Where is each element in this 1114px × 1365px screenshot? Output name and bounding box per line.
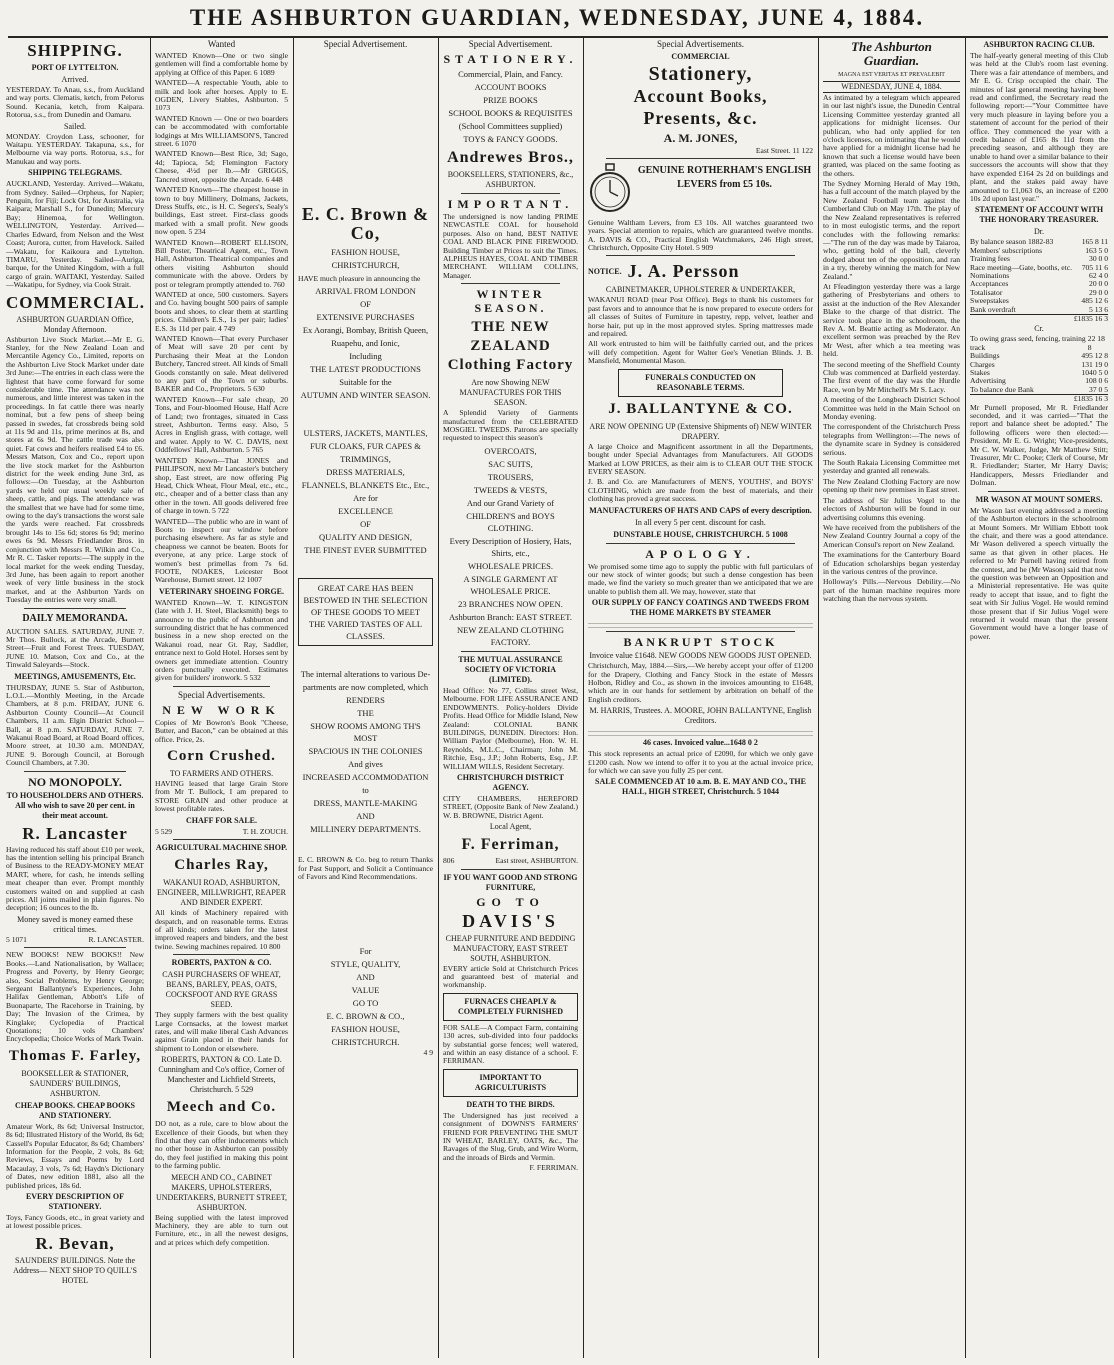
ad-signature: R. LANCASTER. (88, 934, 144, 944)
ad-subheading: CHAFF FOR SALE. (185, 815, 258, 825)
ad-line: ARRIVAL FROM LONDON (315, 286, 416, 297)
ad-line: Ashburton Branch: EAST STREET. (449, 611, 572, 622)
section-heading: Wanted (207, 39, 236, 49)
divider (606, 255, 795, 256)
ad-subheading: TO HOUSEHOLDERS AND OTHERS. All who wish to save 20 per cent. in their meat account. (6, 790, 144, 820)
subheading: PORT OF LYTTELTON. (31, 63, 119, 72)
ad-heading: Andrewes Bros., (447, 149, 574, 166)
paragraph: MONDAY. Croydon Lass, schooner, for Waitapu. YESTERDAY. Takapuna, s.s., for Melbourne via way ports. Rotorua, s.s., for Manukau and way ports. (6, 131, 144, 166)
paragraph: A large Choice and Magnificent assortment in all the Departments, bought under Special Advantages from Manufacturers. All GOODS Marked at LOW PRICES, as their aim is to CLEAR OUT THE STOCK EVERY SEASON. (588, 441, 813, 476)
ledger-row (970, 335, 1108, 352)
ad-reference: 4 9 (423, 1047, 433, 1057)
ad-subheading: FASHION HOUSE, (331, 247, 400, 257)
subheading: STATEMENT OF ACCOUNT WITH THE HONORARY TREASURER. (974, 205, 1104, 225)
ledger-amount: 485 12 6 (1081, 296, 1108, 306)
column-wanted (151, 38, 292, 1358)
paragraph: Being supplied with the latest improved Machinery, they are able to turn out Furniture, etc., in all the newest designs, and at prices which defy competition. (155, 1212, 288, 1247)
paragraph: As intimated by a telegram which appeared in our last night's issue, the Dunedin Central Licensing Committee yesterday granted all applications for midnight licenses. Our publican, who had only applied for ten o'clock licenses, on intimating that he would have applied for a midnight license had he known that such a license would have been granted, was placed on the same footing as the others. (823, 93, 960, 178)
paragraph: The address of Sir Julius Vogel to the electors of Ashburton will be found in our advertising columns this evening. (823, 495, 960, 522)
paragraph: The undersigned is now landing PRIME NEWCASTLE COAL for household purposes. Also on hand, BEST NATIVE COAL AND BLACK PINE FIREWOOD. Building Timber at Prices to suit the Times. ALPHEUS HAYES, COAL AND TIMBER MERCHANT. WILLIAM COLLINS, Manager. (443, 212, 578, 280)
ad-subheading: CHEAP BOOKS. CHEAP BOOKS AND STATIONERY. (14, 1100, 136, 1120)
ledger-amount: 62 4 0 (1089, 270, 1108, 280)
paragraph: DO not, as a rule, care to blow about the Excellence of their Goods, but when they find that they can offer inducements which no other house in Ashburton can possibly do, they feel justified in making this point to the farming public. (155, 1119, 288, 1171)
divider (461, 651, 560, 652)
ad-line: TOYS & FANCY GOODS. (463, 134, 558, 144)
ad-line: For (359, 945, 372, 956)
ad-line: SAC SUITS, (488, 458, 533, 469)
ledger-item: Advertising (970, 376, 1006, 386)
ad-subheading: SAUNDERS' BUILDINGS. Note the Address— NEXT SHOP TO QUILL'S HOTEL (13, 1255, 137, 1285)
paragraph: FOR SALE—A Compact Farm, containing 130 acres, sub-divided into four paddocks by substantial gorse fences; well watered, and within an easy distance of a school. F. FERRIMAN. (443, 1022, 578, 1066)
paragraph: E. C. BROWN & Co. beg to return Thanks for Past Support, and Solicit a Continuance of Favors and Kind Recommendations. (298, 855, 433, 882)
ledger-item: To balance due Bank (970, 384, 1034, 394)
ad-line: FUR CLOAKS, FUR CAPES & (310, 441, 421, 452)
divider (606, 543, 795, 544)
paper-title: The Ashburton Guardian. (851, 39, 932, 68)
ad-line: E. C. BROWN & CO., (326, 1010, 405, 1021)
pocket-watch-icon (588, 162, 632, 218)
ad-subheading: BOOKSELLER & STATIONER, SAUNDERS' BUILDINGS, ASHBURTON. (21, 1068, 129, 1098)
section-heading: SHIPPING. (27, 41, 123, 60)
ad-heading: Presents, &c. (643, 108, 758, 128)
ad-subheading: AGRICULTURAL MACHINE SHOP. (155, 843, 288, 853)
subheading: MEETINGS, AMUSEMENTS, Etc. (14, 671, 136, 681)
subheading: Sailed. (64, 121, 86, 131)
wanted-ad: WANTED Known — One or two boarders can be accommodated with comfortable lodgings at Mrs WILLIAMSON'S, Tancred street. 6 1070 (155, 113, 288, 149)
ad-line: Suitable for the (339, 377, 392, 388)
ad-line: TWEEDS & VESTS, (473, 484, 548, 495)
ad-line: OF (360, 299, 371, 310)
ad-subheading: CHEAP FURNITURE AND BEDDING MANUFACTORY, EAST STREET SOUTH, ASHBURTON. (445, 933, 576, 963)
paragraph: This stock represents an actual price of £2090, for which we only gave £1200 cash. Now we intend to offer it to you at the actual invoice price, for which we can save you fully 25 per cent. (588, 749, 813, 775)
column-racing-club (966, 38, 1112, 1358)
ledger-item: Race meeting—Gate, booths, etc. (970, 262, 1073, 272)
ad-heading: GENUINE ROTHERHAM'S ENGLISH LEVERS from £5 10s. (637, 165, 812, 191)
ledger-item: Stakes (970, 368, 990, 377)
issue-date: WEDNESDAY, JUNE 4, 1884. (823, 81, 960, 93)
ad-line: SPACIOUS IN THE COLONIES (308, 746, 423, 757)
paragraph: CITY CHAMBERS, HEREFORD STREET, (Opposite Bank of New Zealand.) W. B. BROWNE, District Agent. (443, 793, 578, 820)
ad-line: 23 BRANCHES NOW OPEN. (458, 598, 563, 609)
ledger-row (970, 386, 1108, 394)
ad-subheading: CHRISTCHURCH, (331, 260, 400, 270)
paragraph: The New Zealand Clothing Factory are now opening up their new premises in East street. (823, 476, 960, 495)
paragraph: HAVING leased that large Grain Store from Mr T. Bullock, I am prepared to STORE GRAIN and other produce at lowest profitable rates. (155, 779, 288, 814)
paragraph: WAKANUI ROAD (near Post Office). Begs to thank his customers for past favors and to announce that he is now prepared to execute orders for all classes of Suites of Furniture in tapestry, repp, velvet, leather and horse hair, put up in the most approved styles. Spring mattresses made and repaired. (588, 295, 813, 339)
dateline: ASHBURTON GUARDIAN Office, Monday Afternoon. (16, 314, 134, 334)
ad-line: DRESS, MANTLE-MAKING (313, 798, 418, 809)
ad-heading: WINTER SEASON. (474, 287, 547, 316)
spacer (298, 557, 433, 577)
ad-heading: Stationery, (648, 63, 753, 85)
ad-line: NEW ZEALAND CLOTHING FACTORY. (456, 624, 565, 647)
ledger-amount: 165 8 11 (1081, 237, 1108, 247)
ad-line: ACCOUNT BOOKS (474, 82, 547, 92)
ad-heading: NO MONOPOLY. (28, 774, 122, 789)
ledger-amount: 5 13 6 (1089, 304, 1108, 314)
ad-line: CHILDREN'S and BOYS CLOTHING. (466, 510, 555, 533)
ad-subheading: BOOKSELLERS, STATIONERS, &c., ASHBURTON. (447, 170, 574, 189)
ledger-item: Bank overdraft (970, 304, 1016, 314)
section-heading: Special Advertisements. (178, 689, 265, 700)
ad-line: Are for (353, 493, 378, 504)
ledger-amount: 1040 5 0 (1081, 368, 1108, 377)
paragraph (588, 728, 813, 736)
paragraph: Copies of Mr Bowron's Book "Cheese, Butter, and Bacon," can be obtained at this office. Price, 2s. (155, 717, 288, 744)
paragraph: A meeting of the Longbeach District School Committee was held in the Main School on Monday evening. (823, 395, 960, 422)
ledger-item: Training fees (970, 254, 1011, 264)
ad-line: FLANNELS, BLANKETS Etc., Etc., (301, 480, 430, 491)
paragraph: AUCKLAND, Yesterday. Arrived—Wakatu, from Sydney. Sailed—Orpheus, for Napier; Penguin, for Fiji; Lock Ost, for Australia, via Kaipara; Marshall S., for Dunedin; Mercury Bay; Hinemoa, for Wellington. WELLINGTON, Yesterday. Arrived—Charles Edward, from Nelson and the West Coast; Aurora, cutter, from Havelock. Sailed—Wakatu, for Kaikoura and Lyttelton. TIMARU, Yesterday. Sailed—Auriga, barque, for the United Kingdom, with a full cargo of grain. WAITAKI, Yesterday. Sailed—Wakatipu, for Sydney, via Cook Strait. (6, 179, 144, 290)
ledger-item: Members' subscriptions (970, 245, 1043, 255)
ad-subheading: OUR SUPPLY OF FANCY COATINGS AND TWEEDS FROM THE HOME MARKETS BY STEAMER (591, 598, 810, 618)
paragraph: We promised some time ago to supply the public with full particulars of our new stock of winter goods; but such a dense congestion has been made, we find the variety so much greater than we anticipated that we are unable to publish them all. We may, however, state that (588, 561, 813, 596)
ledger-item: Nominations (970, 270, 1010, 280)
ledger-amount: 37 0 5 (1089, 384, 1108, 394)
ad-subheading: EVERY DESCRIPTION OF STATIONERY. (25, 1192, 125, 1211)
ad-subheading: TO FARMERS AND OTHERS. (169, 769, 274, 779)
wanted-ad: WANTED Known—ROBERT ELLISON, Bill Poster, Theatrical Agent, etc., Town Hall, Ashburton. Theatrical companies and others visiting Ashburton should communicate with the above. Orders by post or telegram promptly attended to. 760 (155, 237, 288, 289)
ad-line: And our Grand Variety of (466, 497, 555, 508)
ad-heading: APOLOGY. (645, 546, 756, 561)
ledger-amount: 705 11 6 (1081, 262, 1108, 272)
ad-subheading: NOTICE. (588, 266, 622, 276)
paragraph: Amateur Work, 8s 6d; Universal Instructor, 8s 6d; Illustrated History of the World, 8s 6d; Cassell's Popular Educator, 8s 6d; Chambers' Information for the People, 2 vols, 8s 6d; Reviews, Essays and Poems by Lord Macaulay, 3 vols, 7s 6d; Haydn's Dictionary of Dates, new edition 1881, also all the published prices, 18s 6d. (6, 1121, 144, 1190)
ledger-item: Charges (970, 359, 995, 369)
wanted-ad: WANTED Known—That every Purchaser of Meat will save 20 per cent by Purchasing their Meat at the London Butchery, Tancred street. All kinds of Small Goods constantly on sale. Meat delivered to any part of the Town or suburbs. BAKER and Co., Proprietors. 5 630 (155, 334, 288, 394)
ad-line: AND (356, 971, 375, 982)
ad-signature: East street, ASHBURTON. (495, 856, 578, 866)
masthead: THE ASHBURTON GUARDIAN, WEDNESDAY, JUNE 4, 1884. (189, 5, 925, 30)
ad-box: GREAT CARE HAS BEEN BESTOWED IN THE SELECTION OF THESE GOODS TO MEET THE VARIED TASTES OF ALL CLASSES. (298, 578, 433, 646)
ad-subheading: IF YOU WANT GOOD AND STRONG FURNITURE, (443, 872, 578, 892)
ad-signature: MEECH AND CO., CABINET MAKERS, UPHOLSTERERS, UNDERTAKERS, BURNETT STREET, ASHBURTON. (155, 1172, 288, 1212)
ledger-row (970, 306, 1108, 314)
wanted-ad: WANTED Known—The cheapest house in town to buy Millinery, Dolmans, Jackets, Dress Stuffs, etc., is H. C. Segers's, Sealy's buildings, East street. First-class goods marked with a small profit. New goods now open. 5 234 (155, 185, 288, 237)
paragraph: WANTED Known—W. T. KINGSTON (late with J. H. Steel, Blacksmith) begs to announce to the public of Ashburton and surrounding district that he has commenced business in a new shop erected on the Wakanui road, near Gt. Ray, Saddler, entrance next to Gold Hotel. Horses sent by owners get immediate attention. Country orders punctually executed. Estimates given for builders' ironwork. 5 532 (155, 597, 288, 683)
ad-line: 46 cases. Invoiced value...1648 0 2 (643, 738, 758, 748)
paragraph: Having reduced his staff about £10 per week, has the intention selling his principal Branch of Business to the READY-MONEY MEAT MART, where, for cash, he intends selling meat cheaper than ever. Prompt monthly customers waited on and supplied at cash prices. All joints mailed in plain figures. No deception; 16 ounces to the lb. (6, 844, 144, 913)
wanted-ad: WANTED Known—That JONES and PHILIPSON, next Mr Lancaster's butchery shop, East street, are now offering Pig Head, Chick Wheat, Flour Meal, etc., etc., etc., cheaper and of a better class than any other in the town. All goods delivered free of charge in town. 5 722 (155, 455, 288, 516)
ad-line: GO TO (352, 997, 379, 1008)
ad-line: Ruapehu, and Ionic, (331, 338, 400, 349)
ad-subheading: DUNSTABLE HOUSE, CHRISTCHURCH. 5 1008 (613, 529, 788, 539)
wanted-ad: WANTED Known—Best Rice, 3d; Sago, 4d; Tapioca, 5d; Flemington Factory Cheese, 4½d per lb.—Mr GRIGGS, Tancred street, opposite the Arcade. 6 448 (155, 149, 288, 184)
paragraph: AUCTION SALES. SATURDAY, JUNE 7. Mr Thos. Bullock, at the Arcade, Burnett Street—Fruit and Forest Trees. TUESDAY, JUNE 10. Matson, Cox and Co., at the Tinwald Saleyards—Stock. (6, 626, 144, 670)
paragraph: Toys, Fancy Goods, etc., in great variety and at lowest possible prices. (6, 1213, 144, 1231)
paragraph: Ashburton Live Stock Market.—Mr E. G. Stanley, for the New Zealand Loan and Mercantile Agency Co., Limited, reports on the Ashburton Live Stock Market under date 3rd June:—The entries in each class were the lightest that have come forward for some considerable time. The attendance was not numerous, and little interest was taken in the proceedings. In fat cattle there was nearly nominal, but a few pens of sheep being passed in swedes, fat crossbreds being sold at 11s 9d and 11s, prime merinos at 8s, and stores at 6s 9d. The cattle trade was also quiet. Fat cows and heifers realised £4 to £6. Messrs Matson, Cox and Co., report upon the live stock market for the Ashburton district for the week ending June 3rd, as follows:—On Tuesday, at the Ashburton yards we held our usual weekly sale of sheep, cattle, and pigs. The attendance was the smallest that we have had for some time, owing to the day's transactions the worst sale the yards were reached. Fat crossbreds brought 14s to 15s 6d; stores 6s 9d; merino ewes 6s 9d. Messrs Friedlander Bros. in conjunction with Messrs R. Wilkin and Co., Mr R. C. Tasker reports:—The supply in the local market for the week ending Tuesday, 3rd June, has been again to report another week of very little business in the stock market, and at the Ashburton Yards on Tuesday the entries were very small. (6, 334, 144, 605)
paragraph: J. B. and Co. are Manufacturers of MEN'S, YOUTHS', and BOYS' CLOTHING, which are made from the best of materials, and their clothing has proved a great success. (588, 477, 813, 504)
ledger-item: Acceptances (970, 279, 1009, 289)
paragraph: Holloway's Pills.—Nervous Debility.—No part of the human machine requires more watching than the nervous system. (823, 577, 960, 604)
divider (173, 839, 270, 840)
ad-line: QUALITY AND DESIGN, (319, 532, 412, 543)
paragraph: Christchurch, May, 1884.—Sirs,—We hereby accept your offer of £1200 for the Drapery, Clothing and Fancy Stock in the estate of Messrs Holbon, Ridley and Co., as shown in the invoices amounting to £1648, which are in our hands for settlement by arbitration on behalf of the English creditors. (588, 661, 813, 704)
paper-motto: MAGNA EST VERITAS ET PREVALEBIT (838, 72, 945, 78)
ad-heading: Corn Crushed. (167, 748, 276, 765)
ad-line: TRIMMINGS, (340, 454, 391, 465)
ad-heading: E. C. Brown & Co, (301, 204, 430, 243)
divider (24, 771, 126, 772)
ad-heading: STATIONERY. (443, 52, 578, 66)
ad-line: OF (360, 519, 371, 530)
ad-line: partments are now completed, which (302, 682, 429, 693)
ledger-heading: Dr. (1034, 227, 1044, 237)
ad-line: THE LATEST PRODUCTIONS (310, 364, 421, 375)
section-heading: COMMERCIAL. (6, 292, 145, 312)
wanted-ad: WANTED Known—For sale cheap, 20 Tons, and Four-bloomed House, Half Acre of Land; two frontages, situated in Cass street, Ashburton. Terms easy. Also, 5 Acres in English grass, with cottage, well and water. Apply to W. C. DAVIS, next Oddfellows' Hall, Ashburton. 5 765 (155, 394, 288, 455)
ad-line: VALUE (351, 984, 380, 995)
ad-heading: J. A. Persson (627, 261, 740, 282)
paragraph: All work entrusted to him will be faithfully carried out, and the prices will defy competition. Agent for Walter Gee's Venetian Blinds. J. B. Mansfield, Monumental Mason. (588, 339, 813, 366)
paragraph (588, 620, 813, 628)
column-special-ads (584, 38, 817, 1358)
paragraph: Mr Wason last evening addressed a meeting of the Ashburton electors in the schoolroom at Mount Somers. Mr William Ebbott took the chair, and there was a good attendance. Mr Wason delivered a speech virtually the same as that given in other places. He referred to Mr Purnell having retired from the contest, and he (Mr Wason) said that now the question was between an Opposition and a Ministerial representative. He was quite ready to accept that issue, and to fight the seat with Sir Julius Vogel. He would remind those present that if Sir Julius Vogel were returned it would mean that the present Government would have a longer lease of power. (970, 505, 1108, 641)
ad-line: DRESS MATERIALS, (326, 467, 405, 478)
ledger-item: By balance season 1882-83 (970, 237, 1054, 247)
ad-line: (School Committees supplied) (458, 121, 563, 131)
ad-subheading: COMMERCIAL (671, 52, 730, 61)
ad-line: to (362, 785, 369, 796)
ledger-amount: 22 18 8 (1087, 334, 1105, 352)
ad-heading: J. BALLANTYNE & CO. (608, 400, 793, 417)
ad-line: SHOW ROOMS AMONG TH'S MOST (310, 721, 421, 744)
ledger-amount: 163 5 0 (1085, 245, 1108, 255)
ledger-amount: 108 0 6 (1085, 376, 1108, 386)
ad-line: And gives (348, 759, 383, 770)
ad-line: Commercial, Plain, and Fancy. (458, 69, 563, 79)
ledger-amount: 29 0 0 (1089, 287, 1108, 297)
ad-heading: THE NEW ZEALAND Clothing Factory (447, 319, 574, 374)
spacer (298, 52, 433, 202)
paragraph: The examinations for the Canterbury Board of Education scholarships began yesterday in the various centres of the province. (823, 550, 960, 576)
ad-subheading: CABINETMAKER, UPHOLSTERER & UNDERTAKER, (605, 285, 796, 295)
ad-line: RENDERS (346, 695, 385, 706)
ad-signature: T. H. ZOUCH. (242, 826, 288, 836)
paragraph: At Ffeadington yesterday there was a large gathering of Presbyterians and others to assist at the induction of the Rev Alexander Blake to the charge of that district. The service took place in the schoolroom, the Rev A. M. Beattie acting as Moderator. An excellent sermon was preached by the Rev Mr West, after which a tea meeting was held. (823, 281, 960, 359)
ledger-item: Totalisator (970, 287, 1003, 297)
ad-heading: DAVIS'S (462, 910, 559, 931)
divider (173, 954, 270, 955)
paragraph: The Sydney Morning Herald of May 19th, has a full account of the match played by the New Zealand Football team against the Cumberland Club on May 17th. The play of the New Zealand representatives is referred to in most eulogistic terms, and the report concludes with the following remarks:—"The run of the day was made by Taiaroa, who, getting hold of the ball, cleverly dodged about ten of the opposition, and ran in a try, thereby winning the match for New Zealand." (823, 179, 960, 281)
paragraph: The South Rakaia Licensing Committee met yesterday and granted all renewals. (823, 458, 960, 476)
wanted-ad: WANTED Known—One or two single gentlemen will find a comfortable home by applying at Office of this Paper. 6 1089 (155, 51, 288, 77)
paragraph: HAVE much pleasure in announcing the (298, 274, 421, 283)
ad-line: THE FINEST EVER SUBMITTED (304, 545, 427, 556)
column-clothing-ads (439, 38, 582, 1358)
paragraph: The Undersigned has just received a consignment of DOWNS'S FARMERS' FRIEND FOR PREVENTING THE SMUT IN WHEAT, BARLEY, OATS, &c., The Ravages of the Slug, Grub, and Wire Worm, and the inroads of Birds and Vermin. (443, 1110, 578, 1162)
paragraph: They supply farmers with the best quality Large Cornsacks, at the lowest market rates, and will make liberal Cash Advances against Grain placed in their hands for shipment to London or elsewhere. (155, 1010, 288, 1053)
section-heading: Special Advertisements. (657, 39, 744, 49)
ad-footer (6, 936, 144, 944)
ad-heading: BANKRUPT STOCK (623, 635, 778, 650)
paragraph: A Splendid Variety of Garments manufactured from the CELEBRATED MOSGIEL TWEEDS. Patrons are specially requested to inspect this season's (443, 408, 578, 443)
ledger-heading: Cr. (1034, 324, 1044, 334)
ad-box: FURNACES CHEAPLY & COMPLETELY FURNISHED (443, 993, 578, 1021)
ledger-amount: 495 12 8 (1081, 351, 1108, 361)
ad-heading: F. Ferriman, (461, 836, 560, 854)
ad-line: MILLINERY DEPARTMENTS. (310, 824, 421, 835)
ad-subheading: Are now Showing NEW MANUFACTURES FOR THIS SEASON. (459, 378, 562, 408)
watch-ad (588, 162, 813, 218)
section-heading: Special Advertisement. (468, 39, 553, 49)
column-editorial (819, 38, 964, 1358)
section-heading: DAILY MEMORANDA. (22, 612, 128, 624)
column-ec-brown-ad (294, 38, 437, 1358)
ad-line: FASHION HOUSE, (331, 1023, 400, 1034)
ad-line: Local Agent, (489, 822, 532, 832)
ad-line: Every Description of Hosiery, Hats, Shirts, etc., (449, 535, 572, 558)
wanted-ad: WANTED at once, 500 customers. Sayers and Co. having bought 500 pairs of sample boots and shoes, to clear them at startling prices. Children's E.S., 1s per pair; ladies' E.S. 3s 11d per pair. 4 749 (155, 289, 288, 333)
ad-signature: SALE COMMENCED AT 10 a.m. B. E. MAY AND CO., THE HALL, HIGH STREET, Christchurch. 5 1044 (595, 777, 806, 797)
divider (988, 491, 1090, 492)
ad-line: TROUSERS, (487, 471, 534, 482)
ad-line: EXTENSIVE PURCHASES (316, 312, 415, 323)
divider (461, 283, 560, 284)
paragraph: The half-yearly general meeting of this Club was held at the Club's room last evening. There was a fair attendance of members, and Mr E. G. Crisp occupied the chair. The minutes of last general meeting having been read and confirmed, the Secretary read the following report:—"Your Committee have very much pleasure in laying before you a statement of account for the period of their office. They commenced the year with a credit balance of £165 8s 11d from the preceding season, and although they are unable to hand over a similar balance to their successors the accounts will show that they have expended £164 2s 2d on buildings and plant, and the stakes paid away have amounted to £1,063 0s, an increase of £200 10s 2d upon last year." (970, 51, 1108, 203)
ad-line: A SINGLE GARMENT AT WHOLESALE PRICE. (463, 573, 558, 596)
ledger-item: To owing grass seed, fencing, training track (970, 334, 1086, 352)
ad-box: FUNERALS CONDUCTED ON REASONABLE TERMS. (618, 369, 783, 397)
divider (173, 686, 270, 687)
ad-footer (443, 857, 578, 865)
ad-line: Including (349, 351, 382, 362)
ad-line: In all every 5 per cent. discount for cash. (635, 517, 766, 527)
ad-line: Ex Aorangi, Bombay, British Queen, (302, 325, 429, 336)
paragraph: All kinds of Machinery repaired with despatch, and on reasonable terms. Extras of all kinds; orders taken for the latest improved reapers and binders, and the best twine. Sewing machines repaired. 10 800 (155, 908, 288, 951)
ad-line: INCREASED ACCOMMODATION (302, 772, 429, 783)
spacer (298, 647, 433, 667)
spacer (298, 836, 433, 856)
spacer (298, 402, 433, 426)
ad-heading: THE MUTUAL ASSURANCE SOCIETY OF VICTORIA (LIMITED). (458, 654, 563, 684)
ad-heading: Thomas F. Farley, (8, 1047, 142, 1064)
paragraph: EVERY article Sold at Christchurch Prices and guaranteed best of material and workmanship. (443, 963, 578, 990)
subheading: SHIPPING TELEGRAMS. (28, 168, 122, 178)
ledger-item: Buildings (970, 351, 1000, 361)
paragraph: THURSDAY, JUNE 5. Star of Ashburton, L.O.L.—Monthly Meeting, in the Arcade Chambers, at 8 p.m. FRIDAY, JUNE 6. Ashburton County Council—At Council Chambers, 11 a.m. Elgin District School—Ball, at 8 p.m. SATURDAY, JUNE 7. Wakanui Road Board, at Road Board offices, Moore street, at 10.30 a.m. MONDAY, JUNE 9. Borough Council, at Borough Council Chambers, at 7.30. (6, 682, 144, 768)
ad-subheading: ARE NOW OPENING UP (Extensive Shipments of) NEW WINTER DRAPERY. (589, 421, 812, 441)
ad-line: AUTUMN AND WINTER SEASON. (300, 390, 431, 401)
ad-line: OVERCOATS, (484, 445, 537, 456)
ad-line: ULSTERS, JACKETS, MANTLES, (303, 428, 428, 439)
ad-line: The internal alterations to various De- (300, 669, 431, 680)
paragraph: Genuine Waltham Levers, from £3 10s. All watches guaranteed two years. Special attention to repairs, which are guaranteed twelve months. A. DAVIS & CO., Practical English Watchmakers, 246 High street, Christchurch, Opposite City Hotel. 5 909 (588, 217, 813, 253)
ad-heading: Charles Ray, (174, 857, 269, 874)
ad-line: SCHOOL BOOKS & REQUISITES (448, 108, 573, 118)
subheading: Arrived. (61, 75, 89, 84)
ledger-item: Sweepstakes (970, 296, 1009, 306)
ad-subheading: MANUFACTURERS OF HATS AND CAPS of every description. (589, 505, 812, 515)
paragraph: The correspondent of the Christchurch Press telegraphs from Wellington:—The news of the dynamite scare in Sydney is considered serious. (823, 422, 960, 457)
ad-line: EXCELLENCE (338, 506, 393, 517)
ad-subheading: A. M. JONES, (663, 131, 738, 145)
ad-line: CHRISTCHURCH. (331, 1036, 400, 1047)
ad-subheading: DEATH TO THE BIRDS. (466, 1099, 555, 1109)
ad-line: PRIZE BOOKS (483, 95, 538, 105)
ad-signature: F. FERRIMAN. (529, 1163, 578, 1173)
ad-signature: ROBERTS, PAXTON & CO. Late D. Cunningham and Co's office, Corner of Manchester and Lichfield Streets, Christchurch. 5 529 (158, 1055, 285, 1095)
paragraph: Head Office: No 77, Collins street West, Melbourne. FOR LIFE ASSURANCE AND ENDOWMENTS. Policy-holders Divide Profits. Head Office for Middle Island, New Zealand: COLONIAL BANK BUILDINGS, DUNEDIN. Directors: Hon. William Paylor (Melbourne), Hon. W. H. Reynolds, M.L.C., Chairman; John M. Ritchie, Esq., J.P.; John Roberts, Esq., J.P. WILLIAM WILLS, Resident Secretary. (443, 685, 578, 771)
ad-line: STYLE, QUALITY, (330, 958, 401, 969)
ad-box: IMPORTANT TO AGRICULTURISTS (443, 1069, 578, 1097)
ad-signature: M. HARRIS, Trustees. A. MOORE, JOHN BALLANTYNE, English Creditors. (589, 706, 812, 726)
divider (461, 193, 560, 194)
ad-line: THE (357, 708, 374, 719)
ad-heading: IMPORTANT. (447, 197, 574, 211)
section-heading: ASHBURTON RACING CLUB. (983, 40, 1095, 49)
ledger-amount: 30 0 0 (1089, 254, 1108, 264)
divider (24, 947, 126, 948)
ledger-total: £1835 16 3 (970, 314, 1108, 323)
ledger-total: £1835 16 3 (970, 394, 1108, 403)
ad-note: Money saved is money earned these critical times. (17, 914, 133, 934)
ad-line: AND (356, 811, 375, 822)
divider (606, 158, 795, 159)
ad-heading: GO TO (476, 894, 545, 909)
ad-reference: 5 529 (155, 826, 173, 836)
ledger-amount: 20 0 0 (1089, 279, 1108, 289)
divider (461, 869, 560, 870)
column-shipping-commercial (2, 38, 148, 1358)
ad-footer (155, 828, 288, 836)
ad-subheading: Invoice value £1648. NEW GOODS NEW GOODS JUST OPENED. (589, 651, 812, 661)
wanted-ad: WANTED—The public who are in want of Boots to inspect our window before purchasing elsewhere. As far as style and cheapness we cannot be beaten. Boots for everyone, at any price. Large stock of women's best primellas from 7s 6d. FOOTE, NOAKES, Leicester Boot Warehouse, Burnett street. 12 1007 (155, 516, 288, 585)
subheading: VETERINARY SHOEING FORGE. (159, 586, 284, 596)
ad-reference: 5 1071 (6, 934, 27, 944)
paragraph: The second meeting of the Sheffield County Club was commenced at Darfield yesterday. The first event of the day was the Hurdle Race, won by Mr Mitchell's Mr S. Lacy. (823, 359, 960, 394)
ad-heading: ROBERTS, PAXTON & CO. (171, 958, 272, 968)
ad-subheading: CASH PURCHASERS OF WHEAT, BEANS, BARLEY, PEAS, OATS, COCKSFOOT AND RYE GRASS SEED. (162, 970, 281, 1010)
wanted-ad: WANTED—A respectable Youth, able to milk and look after horses. Apply to E. OGDEN, Livery Stables, Ashburton. 5 1073 (155, 78, 288, 113)
ad-subheading: WAKANUI ROAD, ASHBURTON, ENGINEER, MILLWRIGHT, REAPER AND BINDER EXPERT. (156, 878, 287, 908)
ad-heading: Meech and Co. (166, 1099, 277, 1116)
paragraph: NEW BOOKS! NEW BOOKS!! New Books.—Land Nationalisation, by Wallace; Progress and Poverty, by Henry George; also, Social Problems, by Henry George; Sergeant Ballantyne's Experiences, John Halifax Gentleman, Abbott's Life of Buonaparte, The Racehorse in Training, by Day; The Invasion of the Crimea, by Kinglake; Cyclopedia of Practical Quotations; 10 vols Chambers' Encyclopedia; Choice Works of Mark Twain. (6, 950, 144, 1044)
section-heading: Special Advertisement. (323, 39, 408, 49)
ad-reference: 806 (443, 856, 455, 866)
ad-heading: NEW WORK (162, 702, 281, 717)
divider (606, 631, 795, 632)
paragraph: We have received from the publishers of the New Zealand Country Journal a copy of the American Consul's report on New Zealand. (823, 522, 960, 549)
notice-ad (588, 259, 813, 284)
paragraph: Mr Purnell proposed, Mr R. Friedlander seconded, and it was carried—"That the report and balance sheet be adopted." The following officers were then elected:—President, Mr E. G. Wright; Vice-presidents, Mr C. W. Walker, Judge, Mr Matthew Stitt; Treasurer, Mr C. Pooke; Clerk of Course, Mr R. Friedlander; Starter, Mr Harry Davis; Handicappers, Messrs Friedlander and Dolman. (970, 402, 1108, 488)
ad-heading: R. Bevan, (35, 1233, 115, 1253)
paragraph: YESTERDAY. To Anau, s.s., from Auckland and way ports. Clematis, ketch, from Pelorus Sound. Kecania, ketch, from Kaipara. Rotorua, s.s., from Dunedin and Oamaru. (6, 85, 144, 120)
ad-subheading: CHRISTCHURCH DISTRICT AGENCY. (457, 772, 564, 792)
ad-reference: East Street. 11 122 (755, 146, 813, 155)
ad-heading: Account Books, (633, 86, 768, 106)
ad-heading: R. Lancaster (22, 823, 128, 843)
ledger-amount: 131 19 0 (1081, 359, 1108, 369)
spacer (298, 884, 433, 944)
section-heading: MR WASON AT MOUNT SOMERS. (975, 494, 1103, 504)
divider (24, 608, 126, 609)
ad-line: WHOLESALE PRICES. (468, 560, 553, 571)
